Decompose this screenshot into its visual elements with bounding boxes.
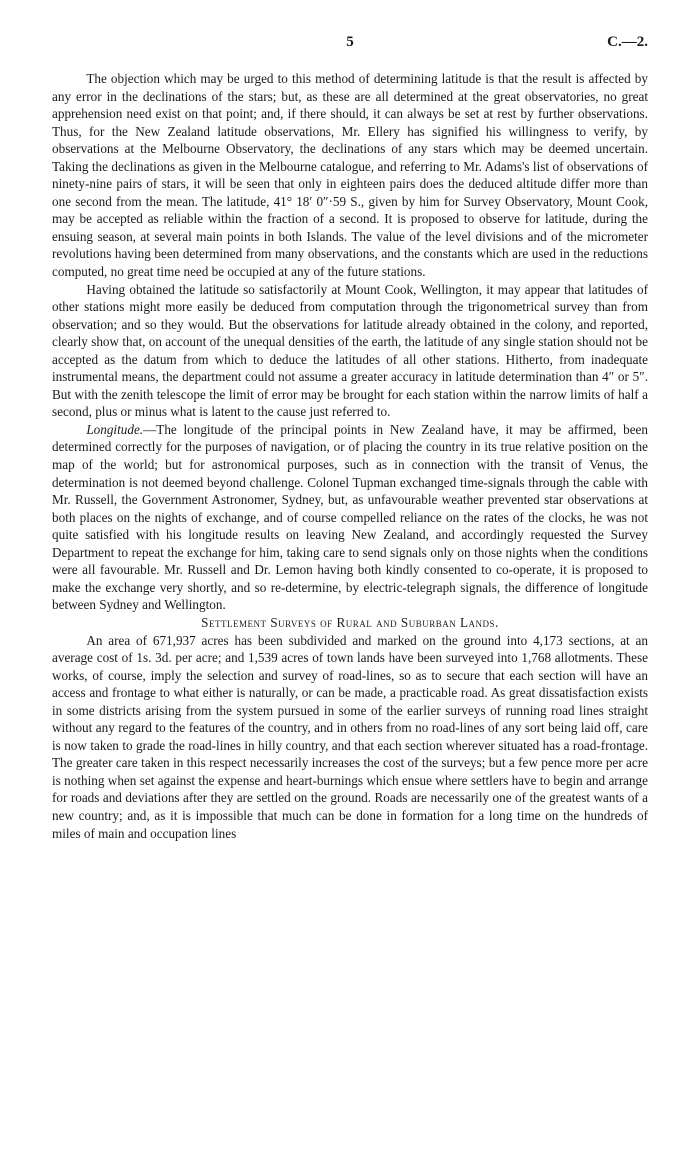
body-text — [52, 70, 648, 842]
section-heading: Settlement Surveys of Rural and Suburban Lands. — [201, 614, 499, 630]
paragraph-longitude — [52, 421, 648, 614]
paragraph-latitude-objection — [52, 70, 648, 281]
paragraph-text: —The longitude of the principal points in New Zealand have, it may be affirmed, been determined correctly for the purposes of navigation, or of placing the country in its true relative position on the map of the world; but for astronomical purposes, such as in connection with the transit of Venus, the determination is not deemed beyond challenge. Colonel Tupman exchanged time-signals through the cable with Mr. Russell, the Government Astronomer, Sydney, but, as unfavourable weather prevented star observations at both places on the nights of exchange, and of course compelled reliance on the rates of the clocks, he was not quite satisfied with his longitude results on leaving New Zealand, and accordingly requested the Survey Department to repeat the exchange for him, taking care to send signals only on those nights when the conditions were all favourable. Mr. Russell and Dr. Lemon having both kindly consented to co-operate, it is proposed to make the exchange very shortly, and so re-determine, by electric-telegraph signals, the difference of longitude between Sydney and Wellington. — [52, 421, 648, 613]
page-number: 5 — [346, 34, 354, 50]
paragraph-text: The objection which may be urged to this method of determining latitude is that the result is affected by any error in the declinations of the stars; but, as these are all determined at the great observatories, no great apprehension need exist on that point; and, if there should, it can always be set at rest by further observations. Thus, for the New Zealand latitude observations, Mr. Ellery has signified his willingness to verify, by observations at the Melbourne Observatory, the declinations of any stars which may be deemed uncertain. Taking the declinations as given in the Melbourne catalogue, and referring to Mr. Adams's list of observations of ninety-nine pairs of stars, it will be seen that only in eighteen pairs does the deduced altitude differ more than one second from the mean. The latitude, 41° 18′ 0″·59 S., given by him for Survey Observatory, Mount Cook, may be accepted as reliable within the fraction of a second. It is proposed to observe for latitude, during the ensuing season, at several main points in both Islands. The value of the level divisions and of the micrometer revolutions having been determined from many observations, and the constants which are used in the reductions computed, no great time need be occupied at any of the future stations. — [52, 71, 648, 280]
paragraph-latitude-computation — [52, 281, 648, 421]
paragraph-settlement-surveys — [52, 632, 648, 843]
document-reference: C.—2. — [607, 34, 648, 50]
page-header — [52, 34, 648, 54]
paragraph-text: Having obtained the latitude so satisfactorily at Mount Cook, Wellington, it may appear that latitudes of other stations might more easily be deduced from computation through the trigonometrical survey than from observation; and so they would. But the observations for latitude already obtained in the colony, and reported, clearly show that, on account of the unequal densities of the earth, the latitude of any single station should not be accepted as the datum from which to deduce the latitudes of all other stations. Hitherto, from inadequate instrumental means, the department could not assume a greater accuracy in latitude determination than 4″ or 5″. But with the zenith telescope the limit of error may be brought for each station within the narrow limits of half a second, plus or minus what is latent to the cause just referred to. — [52, 281, 648, 420]
paragraph-lead-italic: Longitude. — [86, 421, 144, 437]
paragraph-text: An area of 671,937 acres has been subdivided and marked on the ground into 4,173 sections, at an average cost of 1s. 3d. per acre; and 1,539 acres of town lands have been surveyed into 1,768 allotments. These works, of course, imply the selection and survey of road-lines, so as to secure that each section will have an access and frontage to what either is naturally, or can be made, a practicable road. As great dissatisfaction exists in some districts arising from the system pursued in some of the earlier surveys of running road lines straight without any regard to the features of the country, and in others from no road-lines of any sort being laid off, care is now taken to grade the road-lines in hilly country, and that each section wherever situated has a road-frontage. The greater care taken in this respect necessarily increases the cost of the surveys; but a few pence more per acre is nothing when set against the expense and heart-burnings which ensue where settlers have to begin and arrange for roads and deviations after they are settled on the ground. Roads are necessarily one of the greatest wants of a new country; and, as it is impossible that much can be done in formation for a long time on the hundreds of miles of main and occupation lines — [52, 632, 648, 841]
